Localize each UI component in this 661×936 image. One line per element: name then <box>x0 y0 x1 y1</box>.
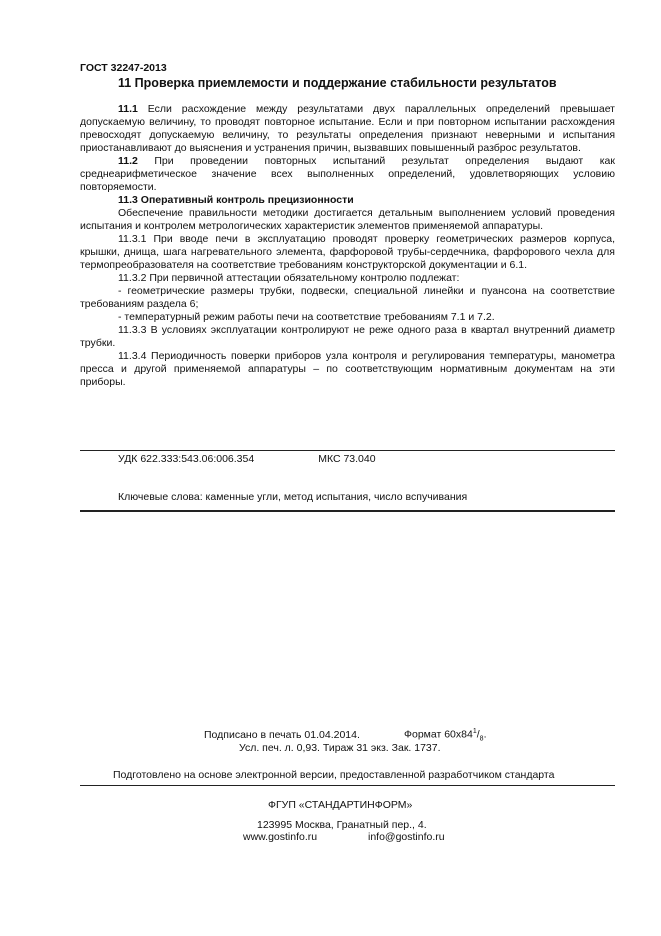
document-body <box>80 103 615 389</box>
subsection-heading-11-3 <box>80 194 615 207</box>
paragraph-text: При проведении повторных испытаний результат определения выдают как среднеарифметическое значение всех выполненных определений, удовлетворяющих условию повторяемости. <box>80 155 615 193</box>
format-numerator: 1 <box>472 728 477 735</box>
divider <box>80 510 615 512</box>
paragraph-11-3-2: 11.3.2 При первичной аттестации обязательному контролю подлежат: <box>118 272 460 284</box>
publisher-email[interactable]: info@gostinfo.ru <box>368 831 445 843</box>
standard-code: ГОСТ 32247-2013 <box>80 62 167 74</box>
subsection-heading-text: 11.3 Оперативный контроль прецизионности <box>118 194 354 206</box>
format-tail: . <box>483 728 487 741</box>
paragraph-11-1 <box>80 103 615 155</box>
imprint-format: Формат $60x84^1/_8$. <box>404 728 487 743</box>
publisher-address: 123995 Москва, Гранатный пер., 4. <box>257 819 427 831</box>
divider <box>80 785 615 786</box>
paragraph-11-3-intro: Обеспечение правильности методики достигается детальным выполнением условий проведения испытания и контролем метрологических характеристик элементов применяемой аппаратуры. <box>80 207 615 232</box>
mks-code: МКС 73.040 <box>318 453 376 465</box>
format-label: Формат 60x84 <box>404 728 473 741</box>
imprint-signed: Подписано в печать 01.04.2014. <box>204 729 360 741</box>
list-item: - температурный режим работы печи на соответствие требованиям 7.1 и 7.2. <box>118 311 495 323</box>
paragraph-11-3-3: 11.3.3 В условиях эксплуатации контролируют не реже одного раза в квартал внутренний диаметр трубки. <box>80 324 615 349</box>
format-denominator: 8 <box>479 735 484 743</box>
paragraph-11-2 <box>80 155 615 194</box>
paragraph-number: 11.1 <box>118 103 138 115</box>
list-item: - геометрические размеры трубки, подвески, специальной линейки и пуансона на соответствие требованиям раздела 6; <box>80 285 615 310</box>
keywords: Ключевые слова: каменные угли, метод испытания, число вспучивания <box>118 491 468 503</box>
imprint-prepared: Подготовлено на основе электронной версии, предоставленной разработчиком стандарта <box>113 769 555 781</box>
classification-line <box>118 453 376 465</box>
imprint-print-info: Усл. печ. л. 0,93. Тираж 31 экз. Зак. 1737. <box>239 742 441 754</box>
publisher-website[interactable]: www.gostinfo.ru <box>243 831 318 843</box>
section-title: 11 Проверка приемлемости и поддержание стабильности результатов <box>118 76 557 90</box>
divider <box>80 450 615 451</box>
udk-code: УДК 622.333:543.06:006.354 <box>118 453 255 465</box>
paragraph-text: Если расхождение между результатами двух параллельных определений превышает допускаемую величину, то проводят повторное испытание. Если и при повторном испытании расхождения превосходят допускаемую величину, то результаты определения признают неверными и испытания приостанавливают до выяснения и устранения причин, вызвавших повышенный разброс результатов. <box>80 103 615 154</box>
publisher-name: ФГУП «СТАНДАРТИНФОРМ» <box>268 799 413 811</box>
paragraph-number: 11.2 <box>118 155 138 167</box>
paragraph-11-3-1: 11.3.1 При вводе печи в эксплуатацию проводят проверку геометрических размеров корпуса, крышки, днища, шага нагревательного элемента, фарфоровой трубы-сердечника, фарфорового чехла для термопреобразователя на соответствие требованиям конструкторской документации и 6.1. <box>80 233 615 271</box>
paragraph-11-3-4: 11.3.4 Периодичность поверки приборов узла контроля и регулирования температуры, манометра пресса и другой применяемой аппаратуры – по соответствующим нормативным документам на эти приборы. <box>80 350 615 388</box>
